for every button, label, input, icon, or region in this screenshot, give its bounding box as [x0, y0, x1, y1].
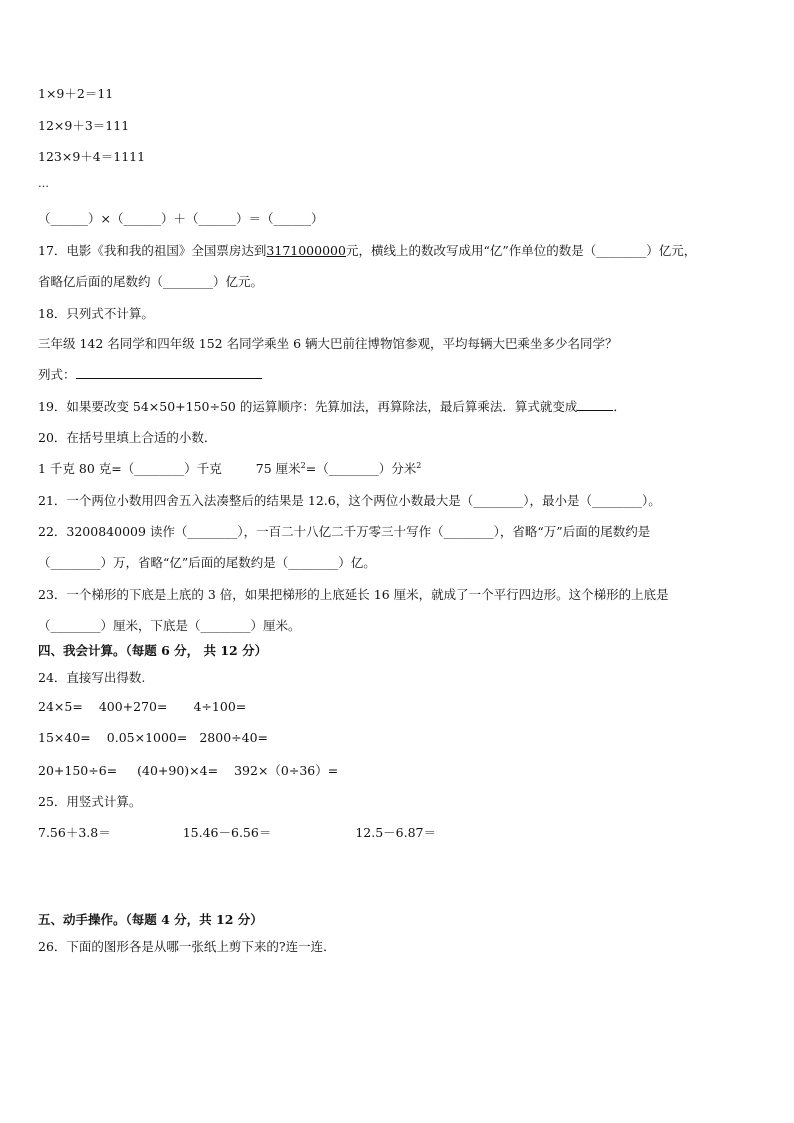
q19-answer-blank[interactable]	[577, 398, 613, 412]
question-22-line-2[interactable]: （________）万，省略“亿”后面的尾数约是（________）亿。	[38, 555, 376, 570]
q18-answer-blank[interactable]	[76, 366, 262, 380]
q17-text-2[interactable]: 元，横线上的数改写成用“亿”作单位的数是（________）亿元，	[345, 243, 697, 258]
question-25-title: 25．用竖式计算。	[38, 794, 142, 809]
q20-sup-1: 2	[300, 460, 306, 470]
pattern-ellipsis: …	[38, 177, 49, 190]
q17-underlined-number: 3171000000	[266, 243, 346, 258]
pattern-line-1: 1×9＋2＝11	[38, 86, 114, 101]
calc-item: 2800÷40=	[199, 730, 269, 745]
section-4-heading: 四、我会计算。（每题 6 分， 共 12 分）	[38, 643, 268, 658]
q17-text-1: 17．电影《我和我的祖国》全国票房达到	[38, 243, 267, 258]
q20-item-b-1: 75 厘米	[255, 461, 301, 476]
question-18-text: 三年级 142 名同学和四年级 152 名同学乘坐 6 辆大巴前往博物馆参观，平均每辆大巴乘坐多少名同学？	[38, 336, 618, 351]
question-20-title: 20．在括号里填上合适的小数．	[38, 430, 217, 445]
q20-sup-2: 2	[416, 460, 422, 470]
question-17-line-1	[38, 241, 696, 259]
calc-item: 15×40=	[38, 730, 91, 745]
question-17-line-2[interactable]: 省略亿后面的尾数约（________）亿元。	[38, 274, 264, 289]
question-26-title: 26．下面的图形各是从哪一张纸上剪下来的?连一连．	[38, 939, 336, 954]
calc-item: (40+90)×4=	[137, 763, 219, 778]
question-23-line-2[interactable]: （________）厘米，下底是（________）厘米。	[38, 618, 301, 633]
question-24-row-2	[38, 730, 268, 745]
question-22-line-1[interactable]: 22．3200840009 读作（________），一百二十八亿二千万零三十写作（________），省略“万”后面的尾数约是	[38, 524, 651, 539]
question-24-row-3	[38, 761, 338, 779]
question-24-row-1	[38, 699, 246, 714]
calc-item: 392×（0÷36）=	[234, 763, 339, 778]
calc-item: 400+270=	[98, 699, 168, 714]
question-18-answer-row	[38, 365, 262, 383]
pattern-line-3: 123×9＋4＝1111	[38, 149, 146, 164]
calc-item: 0.05×1000=	[106, 730, 188, 745]
calc-item: 20+150÷6=	[38, 763, 118, 778]
q20-item-b-2[interactable]: =（________）分米	[305, 461, 417, 476]
vertical-calc-item: 15.46－6.56＝	[182, 825, 272, 840]
question-24-title: 24．直接写出得数.	[38, 670, 146, 685]
calc-item: 4÷100=	[193, 699, 247, 714]
q20-item-a[interactable]: 1 千克 80 克=（________）千克	[38, 461, 222, 476]
vertical-calc-item: 7.56＋3.8＝	[38, 825, 111, 840]
question-19	[38, 397, 626, 415]
calc-item: 24×5=	[38, 699, 83, 714]
question-20-items[interactable]	[38, 459, 421, 477]
question-25-items	[38, 823, 436, 841]
q19-text: 19．如果要改变 54×50+150÷50 的运算顺序：先算加法，再算除法，最后算乘法．算式就变成	[38, 399, 578, 414]
pattern-line-2: 12×9＋3＝111	[38, 118, 130, 133]
q18-label: 列式：	[38, 367, 76, 382]
question-18-title: 18．只列式不计算。	[38, 306, 154, 321]
question-23-line-1: 23．一个梯形的下底是上底的 3 倍，如果把梯形的上底延长 16 厘米，就成了一个平行四边形。这个梯形的上底是	[38, 587, 669, 602]
question-21[interactable]: 21．一个两位小数用四舍五入法凑整后的结果是 12.6，这个两位小数最大是（________），最小是（________）。	[38, 493, 661, 508]
pattern-blank-row[interactable]: （______）×（______）＋（______）＝（______）	[38, 211, 324, 226]
q19-end: ．	[613, 399, 626, 414]
section-5-heading: 五、动手操作。（每题 4 分，共 12 分）	[38, 912, 263, 927]
vertical-calc-item: 12.5－6.87＝	[355, 825, 437, 840]
